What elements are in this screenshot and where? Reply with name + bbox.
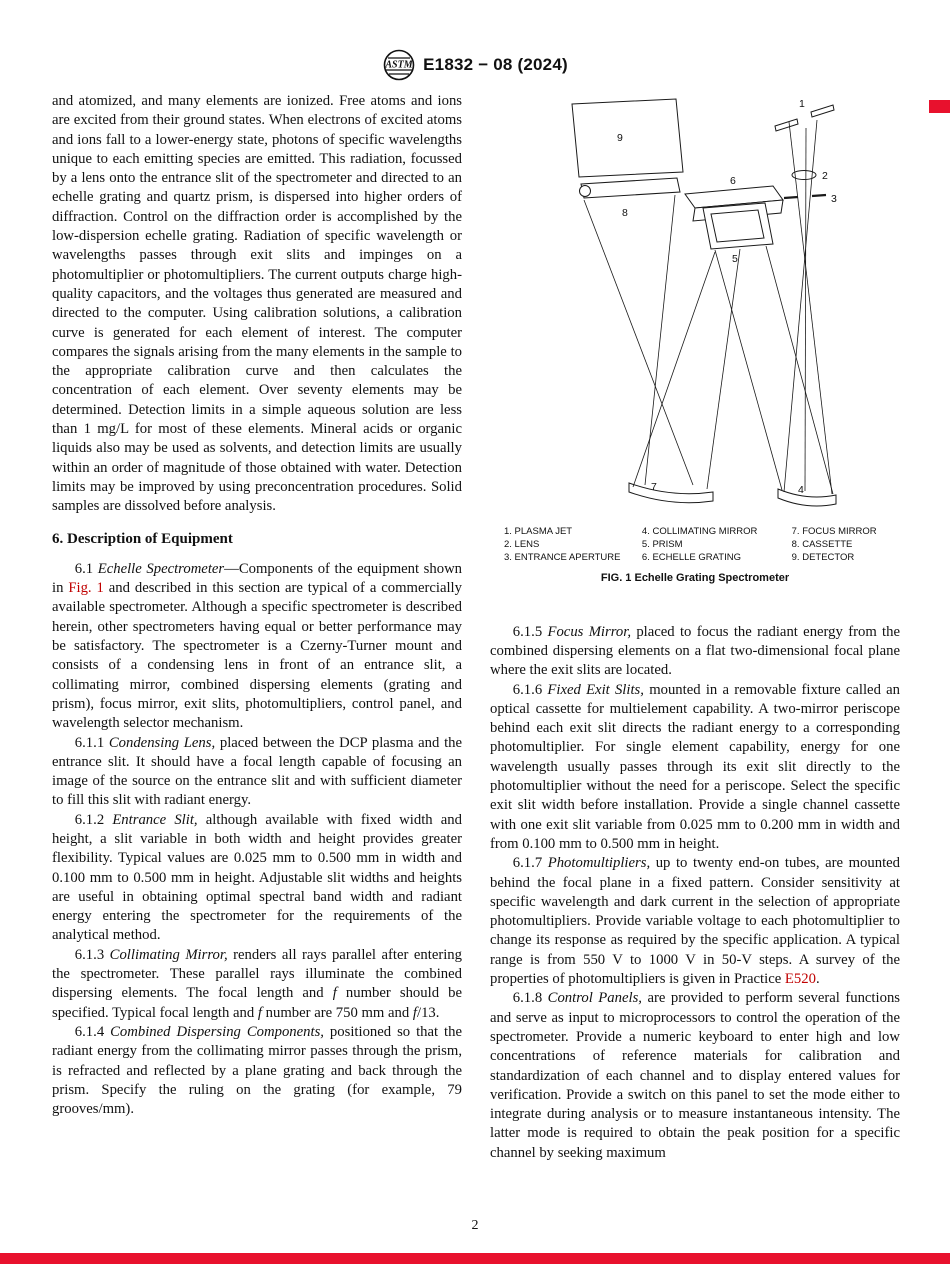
ray-paths [584,120,833,494]
figure-1 [490,96,900,589]
figure-legend [504,526,900,564]
prism-shape [703,203,773,249]
paragraph-6-1 [52,560,462,734]
cassette-shape [580,178,681,198]
section-heading-6: 6. Description of Equipment [52,530,233,547]
paragraph-6-1-3 [52,946,462,1023]
label-9: 9 [617,132,623,144]
para-number: 6.1.8 [512,990,548,1007]
astm-logo-icon [382,48,416,82]
text-segment: and atomized, and many elements are ionized. Free atoms and ions are excited from their ground states. When electrons of excited atoms and ions fall to a lower-energy state, photons of specific wavelengths unique to each emitting species are emitted. This radiation, focussed by a lens onto the entrance slit of the spectrometer and directed to an echelle grating and quartz prism, is dispersed into higher orders of diffraction. Control on the diffraction order is accomplished by the low-dispersion echelle grating. Radiation of specific wavelength or wavelengths passes through exit slits and impinges on a photomultiplier or photomultipliers. The current outputs charge high-quality capacitors, and the voltages thus generated are measured and directed to the computer. Using calibration solutions, a calibration curve is generated for each element of interest. The computer compares the signals arising from the many elements in the sample to the appropriate calibration curve and then calculates the concentration of each element. Over seventy elements may be determined. Detection limits in a simple aqueous solution are less than 1 mg/L for most of these elements. Mineral acids or organic liquids also may be used as solvents, and detection limits are usually within an order of magnitude of those obtained with water. Detection limits may be improved by using preconcentration procedures. Solid samples are dissolved before analysis. [52,93,462,515]
e520-link[interactable]: E520 [784,971,816,988]
legend-item: 7. FOCUS MIRROR [791,526,877,537]
page-body [52,92,900,1163]
fig1-link[interactable]: Fig. 1 [68,580,104,597]
text-segment: placed between the DCP plasma and the entrance slit. It should have a focal length capable of focusing an image of the source on the entrance slit and with sufficient diameter to fill this slit with radiant energy. [52,734,463,809]
para-number: 6.1.3 [74,946,110,963]
document-header [0,48,950,82]
label-8: 8 [622,207,628,219]
text-segment: number should be specified. Typical focal length and [52,985,462,1021]
paragraph-6-1-8 [490,989,900,1163]
legend-item: 5. PRISM [641,538,683,550]
text-segment: are provided to perform several functions and serve as input to microprocessors to control the operation of the spectrometer. Provide a numeric keyboard to enter high and low concentrations of reference materials for calibration and standardization of each channel and to display entered values for verification. Provide a switch on this panel to set the mode either to integrate during analysis or to measure instantaneous intensity. The latter mode is required to obtain the peak position for a specific channel by seeking maximum [490,990,901,1161]
italic-f: f [332,985,337,1002]
para-lead: Photomultipliers, [547,855,651,872]
top-right-red-mark [929,100,950,113]
paragraph-6-1-7 [490,854,900,989]
italic-f: f [412,1004,417,1021]
para-lead: Echelle Spectrometer [97,560,225,577]
paragraph-6-1-5 [490,623,900,681]
paragraph-6-1-1 [52,734,462,811]
detector-shape [572,99,683,177]
text-segment: —Components of the equipment shown in [52,560,463,597]
document-code: E1832 − 08 (2024) [423,55,568,74]
para-lead: Focus Mirror, [547,623,631,640]
para-lead: Combined Dispersing Components, [110,1023,324,1040]
focus-mirror-shape [629,483,713,503]
legend-item: 9. DETECTOR [791,551,855,563]
bottom-red-bar [0,1253,950,1264]
para-lead: Control Panels, [547,990,642,1007]
para-lead: Collimating Mirror, [109,946,228,963]
svg-text:ASTM: ASTM [385,59,413,71]
legend-item: 8. CASSETTE [791,538,853,550]
para-number: 6.1.7 [512,855,548,872]
legend-item: 2. LENS [504,538,540,550]
text-segment: number are 750 mm and [261,1004,413,1021]
text-segment: although available with fixed width and height, a slit variable in both width and height provides greater flexibility. Typical values are 0.025 mm to 0.500 mm in width and 0.100 mm to 0.500 mm in height. Adjustable slit widths and heights are useful in obtaining optimal spectral band width and radiant energy entering the spectrometer for the requirements of the analytical method. [52,811,462,944]
para-lead: Condensing Lens, [108,734,216,751]
para-number: 6.1.4 [74,1023,111,1040]
legend-column-3 [792,526,900,564]
text-segment: /13. [417,1004,440,1021]
text-segment: renders all rays parallel after entering the spectrometer. These parallel rays illuminate the combined dispersing elements. The focal length and [52,946,462,1002]
label-2: 2 [822,170,828,182]
legend-item: 6. ECHELLE GRATING [641,551,741,563]
collimating-mirror-shape [778,489,836,506]
text-segment: mounted in a removable fixture called an optical cassette for multielement capability. A two-mirror periscope behind each exit slit directs the radiant energy to a corresponding photomultiplier. For single element capability, energy for one wavelength usually passes through its exit slit directly to the photomultiplier without the need for a periscope. Select the specific exit slit width before installation. Provide a single channel cassette with one exit slit variable from 0.025 mm to 0.200 mm in width and from 0.100 mm to 0.500 mm in height. [490,681,901,852]
para-number: 6.1.6 [512,681,548,698]
figure-caption: FIG. 1 Echelle Grating Spectrometer [600,572,790,585]
para-number: 6.1.1 [74,734,109,751]
para-lead: Entrance Slit, [112,811,198,828]
legend-item: 3. ENTRANCE APERTURE [504,551,621,563]
entrance-aperture-shape [784,195,826,198]
right-column [490,92,900,1163]
text-segment: positioned so that the radiant energy from the collimating mirror passes through the prism, is refracted and reflected by a plane grating and back through the prism. Specify the ruling on the grating (for example, 79 grooves/mm). [52,1023,462,1118]
text-segment: and described in this section are typical of a commercially available spectrometer. Although a specific spectrometer is described herein, other spectrometers having equal or better performance may be satisfactory. The spectrometer is a Czerny-Turner mount and consists of a condensing lens in front of an entrance slit, a collimating mirror, combined dispersing elements (grating and prism), focus mirror, exit slits, photomultipliers, control panel, and wavelength selector mechanism. [52,580,462,732]
para-lead: Fixed Exit Slits, [547,681,644,698]
legend-column-2 [642,526,792,564]
figure-diagram [525,96,865,516]
label-4: 4 [798,484,804,496]
para-number: 6.1.2 [74,811,113,828]
legend-column-1 [504,526,642,564]
label-5: 5 [732,253,738,265]
para-number: 6.1.5 [512,623,548,640]
label-3: 3 [831,193,837,205]
label-7: 7 [651,481,657,493]
page-number: 2 [471,1218,479,1233]
italic-f: f [257,1004,262,1021]
label-6: 6 [730,175,736,187]
intro-paragraph [52,92,462,517]
text-segment: . [815,971,820,988]
paragraph-6-1-4 [52,1023,462,1119]
text-segment: up to twenty end-on tubes, are mounted behind the focal plane in a fixed pattern. Consider sensitivity at specific wavelength and dark current in the selection of appropriate photomultipliers. Provide variable voltage to each photomultiplier to change its response as required by the specific application. A typical range is from 550 V to 1000 V in 50-V steps. A survey of the properties of photomultipliers is given in Practice [490,855,901,988]
legend-item: 1. PLASMA JET [504,526,573,537]
para-number: 6.1 [74,560,98,577]
paragraph-6-1-2 [52,811,462,946]
left-column [52,92,462,1163]
text-segment: placed to focus the radiant energy from the combined dispersing elements on a flat two-dimensional focal plane where the exit slits are located. [490,623,900,679]
label-1: 1 [799,98,805,110]
paragraph-6-1-6 [490,681,900,855]
legend-item: 4. COLLIMATING MIRROR [641,526,758,537]
